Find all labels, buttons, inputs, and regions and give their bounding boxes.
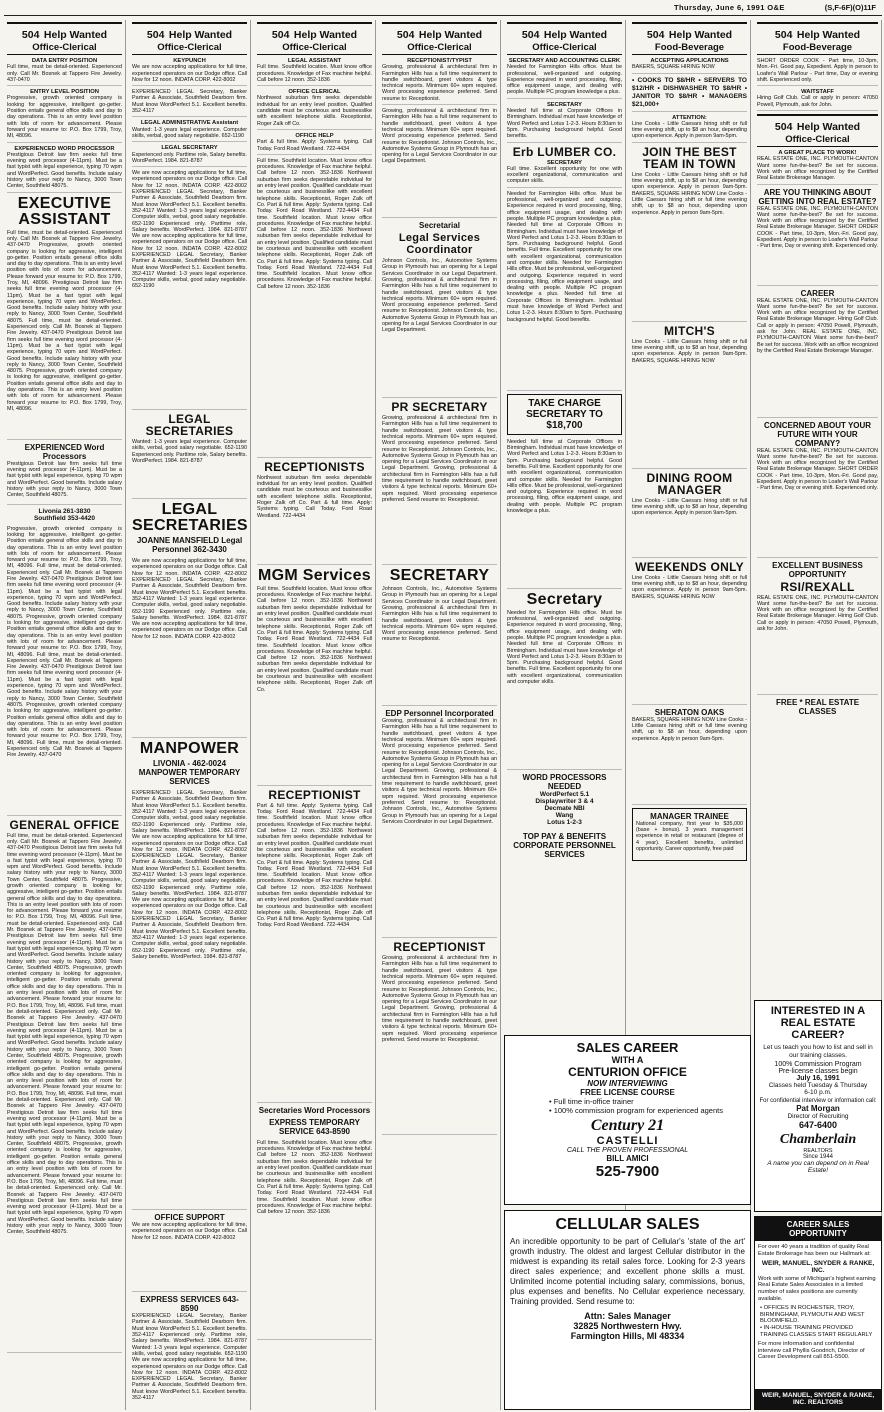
display-subline: JOANNE MANSFIELD Legal Personnel 362-3430 xyxy=(136,536,243,555)
display-headline: RECEPTIONIST xyxy=(393,940,486,955)
classified-ad: KEYPUNCH We are now accepting applications for full time, experienced operators on our Dodge office. Call Now for 12 noon. INDATA CORP. 422-8002 xyxy=(132,58,247,86)
classified-ad: OFFICE CLERICAL Northwest suburban firm seeks dependable individual for an entry level position. Qualified candidate must be courteous and businesslike with excellent telephone skills. Receptionist, Roger Zalk off Co. xyxy=(257,89,372,130)
century21-sales-ad: SALES CAREER WITH A CENTURION OFFICE NOW INTERVIEWING FREE LICENSE COURSE • Full time in-office trainer • 100% commission program for experienced agents Century 21 CASTELLI CALL THE PROVEN PROFESSIONAL BILL AMICI 525-7900 xyxy=(504,1035,751,1205)
take-charge-ad: TAKE CHARGE SECRETARY TO $18,700 xyxy=(507,394,622,435)
display-headline: GENERAL OFFICE xyxy=(9,817,120,832)
classified-ad: REAL ESTATE ONE, INC. PLYMOUTH-CANTON Want some fun-the-best? Be set for success. Work with an office recognized by the Certified Real Estate Brokerage Manager. Hiring Golf Club. Call or apply in person: 47050 Powell, Plymouth, ask for John. REAL ESTATE ONE, INC. PLYMOUTH-CANTON Want some fun-the-best? Be set for success. Work with an office recognized by the Certified Real Estate Brokerage Manager. xyxy=(757,298,878,418)
display-headline: Secretary xyxy=(526,590,603,608)
display-headline: DINING ROOM MANAGER xyxy=(646,470,733,497)
classified-ad: We are now accepting applications for full time, experienced operators on our Dodge office. Call Now for 12 noon. INDATA CORP. 422-8002 EXPERIENCED LEGAL Secretary, Banker Partner & Associate, Southfield Dearborn firm. Must know WordPerfect 5.1. Excellent benefits. 352-4117 Wanted: 1-3 years legal experience. Computer skills, verbal, good salary negotiable. 652-1190 Experienced only. Parttime role, Salary benefits. WordPerfect. 1984. 821-8787 We are now accepting applications for full time, experienced operators on our Dodge office. Call Now for 12 noon. INDATA CORP. 422-8002 EXPERIENCED LEGAL Secretary, Banker Partner & Associate, Southfield Dearborn firm. Must know WordPerfect 5.1. Excellent benefits. 352-4117 Wanted: 1-3 years legal experience. Computer skills, verbal, good salary negotiable. 652-1190 xyxy=(132,170,247,410)
display-headline: CONCERNED ABOUT YOUR FUTURE WITH YOUR COMPANY? xyxy=(763,420,872,448)
classified-ad: Growing, professional & architectural firm in Farmington Hills has a full time requirement to handle switchboard, greet visitors & type technical reports. Minimum 60+ wpm required. Word processing experience preferred. Send resume to: Receptionist. Johnson Controls, Inc., Automotive Systems Group in Plymouth has an opening for a Legal Services Coordinator in our Legal Department. Growing, professional & architectural firm in Farmington Hills has a full time requirement to handle switchboard, greet visitors & type technical reports. Minimum 60+ wpm required. Word processing experience preferred. Send resume to: Receptionist. xyxy=(382,955,497,1135)
classified-ad: Line Cooks - Little Caesars hiring shift or full time evening shift, up to $8 an hour, depending upon experience. Apply in person 9am-5pm. BAKERS, SQUARE HIRING NOW xyxy=(632,339,747,469)
classified-ad: Line Cooks - Little Caesars hiring shift or full time evening shift, up to $8 an hour, depending upon experience. Apply in person 9am-5pm. BAKERS, SQUARE HIRING NOW Line Cooks - Little Caesars hiring shift or full time evening shift, up to $8 an hour, depending upon experience. Apply in person 9am-5pm. xyxy=(632,172,747,322)
classified-ad: Wanted: 1-3 years legal experience. Computer skills, verbal, good salary negotiable. 652-1190 Experienced only. Parttime role, Salary benefits. WordPerfect. 1984. 821-8787 xyxy=(132,439,247,499)
wp-skill: Lotus 1-2-3 xyxy=(547,818,582,826)
wp-skill: Decmate NBI xyxy=(544,804,585,812)
classified-ad: Northwest suburban firm seeks dependable individual for an entry level position. Qualified candidate must be courteous and businesslike with excellent telephone skills. Receptionist, Roger Zalk off Co. Part & full time. Apply: Systems typing. Call Today. Ford Road Westland. 722-4434 xyxy=(257,475,372,565)
display-headline: SECRETARY xyxy=(389,567,490,585)
display-headline: Secretaries Word Processors xyxy=(258,1105,371,1115)
display-headline: EDP Personnel Incorporated xyxy=(385,709,494,719)
classified-ad: Johnson Controls, Inc., Automotive Systems Group in Plymouth has an opening for a Legal Services Coordinator in our Legal Department. Growing, professional & architectural firm in Farmington Hills has a full time requirement to handle switchboard, greet visitors & type technical reports. Minimum 60+ wpm required. Word processing experience preferred. Send resume to: Receptionist. xyxy=(382,586,497,706)
display-headline: RSI/REXALL xyxy=(780,579,855,594)
classified-ad: Growing, professional & architectural firm in Farmington Hills has a full time requirement to handle switchboard, greet visitors & type technical reports. Minimum 60+ wpm required. Word processing experience preferred. Send resume to: Receptionist. Johnson Controls, Inc., Automotive Systems Group in Plymouth has an opening for a Legal Services Coordinator in our Legal Department. Growing, professional & architectural firm in Farmington Hills has a full time requirement to handle switchboard, greet visitors & type technical reports. Minimum 60+ wpm required. Word processing experience preferred. Send resume to: Receptionist. xyxy=(382,415,497,565)
classified-ad: SECRETARY Needed full time at Corporate Offices in Birmingham. Individual must have knowledge of Word Perfect and Lotus 1-2-3. Hours 8:30am to 5pm. Purchasing background helpful. Good benefits. xyxy=(507,102,622,143)
section-header: 504 Help Wanted Office-Clerical xyxy=(757,114,878,147)
display-headline: OFFICE SUPPORT xyxy=(154,1213,225,1223)
display-headline: EXPRESS SERVICES 643-8590 xyxy=(140,1295,239,1314)
display-headline: Legal Services Coordinator xyxy=(398,232,481,257)
display-headline: RECEPTIONIST xyxy=(268,787,361,802)
section-header: 504 Help Wanted Office-Clerical xyxy=(7,22,122,55)
classified-ad: REAL ESTATE ONE, INC. PLYMOUTH-CANTON Want some fun-the-best? Be set for success. Work with an office recognized by the Certified Real Estate Brokerage Manager. SHORT ORDER COOK - Part time, 10-3pm, Mon.-Fri. Good pay, Expedient. Apply in person to Loafer's Wall Parlour - Part time, Day or evening shift. Experienced only. xyxy=(757,448,878,558)
column-4 xyxy=(379,20,501,1410)
manager-trainee-ad: MANAGER TRAINEE National company, first year to $35,000 (base + bonus). 3 years management experience in retail or restaurant (degree of 4 year). Excellent benefits, unlimited opportunity. Career opportunity, free paid xyxy=(632,808,747,861)
display-headline: TOP PAY & BENEFITS CORPORATE PERSONNEL SERVICES xyxy=(513,831,616,859)
section-header: 504 Help Wanted Office-Clerical xyxy=(257,22,372,55)
display-headline: PR SECRETARY xyxy=(391,400,488,415)
interested-real-estate-ad: INTERESTED IN A REAL ESTATE CAREER? Let us teach you how to list and sell in our training classes. 100% Commission Program Pre-license classes begin July 16, 1991 Classes held Tuesday & Thursday 6-10 p.m. For confidential interview or information call: Pat Morgan Director of Recruiting 647-6400 Chamberlain REALTORS Since 1944 A name you can depend on in Real Estate! xyxy=(754,1000,882,1212)
masthead xyxy=(4,0,882,16)
display-headline: WEEKENDS ONLY xyxy=(635,559,744,574)
chamberlain-logo: Chamberlain xyxy=(779,1132,857,1147)
classified-ad: LEGAL ASSISTANT Full time. Southfield location. Must know office procedures. Knowledge of Fax machine helpful. Call before 12 noon. 352-1836 xyxy=(257,58,372,86)
display-headline: EXPERIENCED Word Processors xyxy=(24,442,105,461)
column-2 xyxy=(129,20,251,1410)
display-headline: CAREER xyxy=(800,288,835,298)
classified-ad: DATA ENTRY POSITION Full time, must be detail-oriented. Experienced only. Call Mr. Bosnek at Tappero Fire Jewelry. 437-0470 xyxy=(7,58,122,86)
classified-ad: Needed for Farmington Hills office. Must be professional, well-organized and outgoing. Experience required in word processing, filing, office equipment usage, and dealing with people. Multiple PC program knowledge a plus. Needed full time at Corporate Offices in Birmingham. Individual must have knowledge of Word Perfect and Lotus 1-2-3. Hours 8:30am to 5pm. Purchasing background helpful. Good benefits. Full time. Excellent opportunity for one with excellent organizational, communication and computer skills. Needed for Farmington Hills office. Must be professional, well-organized and outgoing. Experience required in word processing, filing, office equipment usage, and dealing with people. Multiple PC program knowledge a plus. Needed full time at Corporate Offices in Birmingham. Individual must have knowledge of Word Perfect and Lotus 1-2-3. Hours 8:30am to 5pm. Purchasing background helpful. Good benefits. xyxy=(507,191,622,391)
display-headline: RECEPTIONISTS xyxy=(264,459,365,474)
classified-ad: Growing, professional & architectural firm in Farmington Hills has a full time requirement to handle switchboard, greet visitors & type technical reports. Minimum 60+ wpm required. Word processing experience preferred. Send resume to: Receptionist. Johnson Controls, Inc., Automotive Systems Group in Plymouth has an opening for a Legal Services Coordinator in our Legal Department. xyxy=(382,108,497,218)
section-header: 504 Help Wanted Food-Beverage xyxy=(632,22,747,55)
classified-ad: ENTRY LEVEL POSITION Progressive, growth oriented company is looking for aggressive, intelligent go-getter. Position entails general office skills and day to day operations. This is an entry level position with lots of room for advancement. Please forward your resume to: P.O. Box 1799, Troy, MI, 48096. xyxy=(7,89,122,142)
classified-ad: EXPERIENCED LEGAL Secretary, Banker Partner & Associate, Southfield Dearborn firm. Must know WordPerfect 5.1. Excellent benefits. 352-4117 Wanted: 1-3 years legal experience. Computer skills, verbal, good salary negotiable. 652-1190 Experienced only. Parttime role, Salary benefits. WordPerfect. 1984. 821-8787 We are now accepting applications for full time, experienced operators on our Dodge office. Call Now for 12 noon. INDATA CORP. 422-8002 EXPERIENCED LEGAL Secretary, Banker Partner & Associate, Southfield Dearborn firm. Must know WordPerfect 5.1. Excellent benefits. 352-4117 Wanted: 1-3 years legal experience. Computer skills, verbal, good salary negotiable. 652-1190 Experienced only. Parttime role, Salary benefits. WordPerfect. 1984. 821-8787 We are now accepting applications for full time, experienced operators on our Dodge office. Call Now for 12 noon. INDATA CORP. 422-8002 EXPERIENCED LEGAL Secretary, Banker Partner & Associate, Southfield Dearborn firm. Must know WordPerfect 5.1. Excellent benefits. 352-4117 Wanted: 1-3 years legal experience. Computer skills, verbal, good salary negotiable. 652-1190 Experienced only. Parttime role, Salary benefits. WordPerfect. 1984. 821-8787 xyxy=(132,790,247,1210)
classified-ad: Johnson Controls, Inc., Automotive Systems Group in Plymouth has an opening for a Legal Services Coordinator in our Legal Department. Growing, professional & architectural firm in Farmington Hills has a full time requirement to handle switchboard, greet visitors & type technical reports. Minimum 60+ wpm required. Word processing experience preferred. Send resume to: Receptionist. Johnson Controls, Inc., Automotive Systems Group in Plymouth has an opening for a Legal Services Coordinator in our Legal Department. xyxy=(382,258,497,398)
classified-ad: We are now accepting applications for full time, experienced operators on our Dodge office. Call Now for 12 noon. INDATA CORP. 422-8002 EXPERIENCED LEGAL Secretary, Banker Partner & Associate, Southfield Dearborn firm. Must know WordPerfect 5.1. Excellent benefits. 352-4117 Wanted: 1-3 years legal experience. Computer skills, verbal, good salary negotiable. 652-1190 Experienced only. Parttime role, Salary benefits. WordPerfect. 1984. 821-8787 We are now accepting applications for full time, experienced operators on our Dodge office. Call Now for 12 noon. INDATA CORP. 422-8002 xyxy=(132,558,247,738)
section-header: 504 Help Wanted Food-Beverage xyxy=(757,22,878,55)
classified-ad: Needed full time at Corporate Offices in Birmingham. Individual must have knowledge of Word Perfect and Lotus 1-2-3. Hours 8:30am to 5pm. Purchasing background helpful. Good benefits. Full time. Excellent opportunity for one with excellent organizational, communication and computer skills. Needed for Farmington Hills office. Must be professional, well-organized and outgoing. Experience required in word processing, filing, office equipment usage, and dealing with people. Multiple PC program knowledge a plus. xyxy=(507,439,622,589)
display-headline: JOIN THE BEST TEAM IN TOWN xyxy=(642,144,737,171)
classified-ad: ATTENTION: Line Cooks - Little Caesars hiring shift or full time evening shift, up to $8 an hour, depending upon experience. Apply in person 9am-5pm. xyxy=(632,115,747,143)
classified-ad: SECRETARY Full time. Excellent opportunity for one with excellent organizational, communication and computer skills. xyxy=(507,160,622,188)
display-subline: EXPRESS TEMPORARY SERVICE 643-8590 xyxy=(269,1117,360,1136)
section-header: 504 Help Wanted Office-Clerical xyxy=(132,22,247,55)
display-headline: EXCELLENT BUSINESS OPPORTUNITY xyxy=(772,560,863,579)
classified-page xyxy=(4,0,882,1412)
display-headline: MGM Services xyxy=(258,566,371,584)
career-sales-ad: CAREER SALES OPPORTUNITY For over 40 years a tradition of quality Real Estate Brokerage has been our Hallmark at: WEIR, MANUEL, SNYDER & RANKE, INC. Work with some of Michigan's highest earning Real Estate Sales Associates in a limited number of sales positions are currently available. • OFFICES IN ROCHESTER, TROY, BIRMINGHAM, PLYMOUTH AND WEST BLOOMFIELD. • IN-HOUSE TRAINING PROVIDED TRAINING CLASSES START REGULARLY For more information and confidential interview call Phyllis Goodrich, Director of Career Development call 851-5500. WEIR, MANUEL, SNYDER & RANKE, INC. REALTORS xyxy=(754,1216,882,1410)
classified-ad: LEGAL SECRETARY Experienced only. Parttime role, Salary benefits. WordPerfect. 1984. 821-8787 xyxy=(132,145,247,167)
display-headline: EXECUTIVE ASSISTANT xyxy=(17,194,112,228)
display-headline: MANPOWER xyxy=(139,740,240,758)
classified-ad: Full time, must be detail-oriented. Experienced only. Call Mr. Bosnek at Tappero Fire Jewelry. 437-0470 Prestigious Detroit law firm seeks full time evening word processor (4-11pm). Must be a fast typist with legal experience, typing 70 wpm and WordPerfect. Good benefits. Include salary history with your reply to Nancy, 3000 Town Center, Southfield 48075. Progressive, growth oriented company is looking for aggressive, intelligent go-getter. Position entails general office skills and day to day operations. This is an entry level position with lots of room for advancement. Please forward your resume to: P.O. Box 1799, Troy, MI, 48096. Full time, must be detail-oriented. Experienced only. Call Mr. Bosnek at Tappero Fire Jewelry. 437-0470 Prestigious Detroit law firm seeks full time evening word processor (4-11pm). Must be a fast typist with legal experience, typing 70 wpm and WordPerfect. Good benefits. Include salary history with your reply to Nancy, 3000 Town Center, Southfield 48075. Progressive, growth oriented company is looking for aggressive, intelligent go-getter. Position entails general office skills and day to day operations. This is an entry level position with lots of room for advancement. Please forward your resume to: P.O. Box 1799, Troy, MI, 48096. Full time, must be detail-oriented. Experienced only. Call Mr. Bosnek at Tappero Fire Jewelry. 437-0470 Prestigious Detroit law firm seeks full time evening word processor (4-11pm). Must be a fast typist with legal experience, typing 70 wpm and WordPerfect. Good benefits. Include salary history with your reply to Nancy, 3000 Town Center, Southfield 48075. Progressive, growth oriented company is looking for aggressive, intelligent go-getter. Position entails general office skills and day to day operations. This is an entry level position with lots of room for advancement. Please forward your resume to: P.O. Box 1799, Troy, MI, 48096. Full time, must be detail-oriented. Experienced only. Call Mr. Bosnek at Tappero Fire Jewelry. 437-0470 Prestigious Detroit law firm seeks full time evening word processor (4-11pm). Must be a fast typist with legal experience, typing 70 wpm and WordPerfect. Good benefits. Include salary history with your reply to Nancy, 3000 Town Center, Southfield 48075. Progressive, growth oriented company is looking for aggressive, intelligent go-getter. Position entails general office skills and day to day operations. This is an entry level position with lots of room for advancement. Please forward your resume to: P.O. Box 1799, Troy, MI, 48096. Full time, must be detail-oriented. Experienced only. Call Mr. Bosnek at Tappero Fire Jewelry. 437-0470 Prestigious Detroit law firm seeks full time evening word processor (4-11pm). Must be a fast typist with legal experience, typing 70 wpm and WordPerfect. Good benefits. Include salary history with your reply to Nancy, 3000 Town Center, Southfield 48075. xyxy=(7,833,122,1353)
display-headline: SHERATON OAKS xyxy=(654,707,725,717)
classified-ad: Prestigious Detroit law firm seeks full time evening word processor (4-11pm). Must be a fast typist with legal experience, typing 70 wpm and WordPerfect. Good benefits. Include salary history with your reply to Nancy, 3000 Town Center, Southfield 48075. xyxy=(7,461,122,505)
classified-ad: BAKERS, SQUARE HIRING NOW Line Cooks - Little Caesars hiring shift or full time evening shift, up to $8 an hour, depending upon experience. Apply in person 9am-5pm. xyxy=(632,717,747,805)
display-headline: LEGAL SECRETARIES xyxy=(145,412,234,439)
classified-ad: Part & full time. Apply: Systems typing. Call Today. Ford Road Westland. 722-4434 Full time. Southfield location. Must know office procedures. Knowledge of Fax machine helpful. Call before 12 noon. 352-1836 Northwest suburban firm seeks dependable individual for an entry level position. Qualified candidate must be courteous and businesslike with excellent telephone skills. Receptionist, Roger Zalk off Co. Part & full time. Apply: Systems typing. Call Today. Ford Road Westland. 722-4434 Full time. Southfield location. Must know office procedures. Knowledge of Fax machine helpful. Call before 12 noon. 352-1836 Northwest suburban firm seeks dependable individual for an entry level position. Qualified candidate must be courteous and businesslike with excellent telephone skills. Receptionist, Roger Zalk off Co. Part & full time. Apply: Systems typing. Call Today. Ford Road Westland. 722-4434 xyxy=(257,803,372,1103)
section-header: 504 Help Wanted Office-Clerical xyxy=(382,22,497,55)
classified-ad: OFFICE HELP Part & full time. Apply: Systems typing. Call Today. Ford Road Westland. 722-4434 xyxy=(257,133,372,155)
classified-ad: ACCEPTING APPLICATIONS BAKERS, SQUARE HIRING NOW xyxy=(632,58,747,74)
wp-skill: WordPerfect 5.1 xyxy=(539,790,590,798)
classified-ad: LEGAL ADMINISTRATIVE Assistant Wanted: 1-3 years legal experience. Computer skills, verbal, good salary negotiable. 652-1190 xyxy=(132,120,247,142)
display-headline: Secretarial xyxy=(419,221,460,231)
phone-line: Southfield 353-4420 xyxy=(33,514,96,522)
classified-ad: SECRETARY AND ACCOUNTING CLERK Needed for Farmington Hills office. Must be professional, well-organized and outgoing. Experience required in word processing, filing, office equipment usage, and dealing with people. Multiple PC program knowledge a plus. xyxy=(507,58,622,99)
classified-ad: Progressive, growth oriented company is looking for aggressive, intelligent go-getter. Position entails general office skills and day to day operations. This is an entry level position with lots of room for advancement. Please forward your resume to: P.O. Box 1799, Troy, MI, 48096. Full time, must be detail-oriented. Experienced only. Call Mr. Bosnek at Tappero Fire Jewelry. 437-0470 Prestigious Detroit law firm seeks full time evening word processor (4-11pm). Must be a fast typist with legal experience, typing 70 wpm and WordPerfect. Good benefits. Include salary history with your reply to Nancy, 3000 Town Center, Southfield 48075. Progressive, growth oriented company is looking for aggressive, intelligent go-getter. Position entails general office skills and day to day operations. This is an entry level position with lots of room for advancement. Please forward your resume to: P.O. Box 1799, Troy, MI, 48096. Full time, must be detail-oriented. Experienced only. Call Mr. Bosnek at Tappero Fire Jewelry. 437-0470 Prestigious Detroit law firm seeks full time evening word processor (4-11pm). Must be a fast typist with legal experience, typing 70 wpm and WordPerfect. Good benefits. Include salary history with your reply to Nancy, 3000 Town Center, Southfield 48075. Progressive, growth oriented company is looking for aggressive, intelligent go-getter. Position entails general office skills and day to day operations. This is an entry level position with lots of room for advancement. Please forward your resume to: P.O. Box 1799, Troy, MI, 48096. Full time, must be detail-oriented. Experienced only. Call Mr. Bosnek at Tappero Fire Jewelry. 437-0470 xyxy=(7,526,122,816)
classified-ad: Needed for Farmington Hills office. Must be professional, well-organized and outgoing. Experience required in word processing, filing, office equipment usage, and dealing with people. Multiple PC program knowledge a plus. Needed full time at Corporate Offices in Birmingham. Individual must have knowledge of Word Perfect and Lotus 1-2-3. Hours 8:30am to 5pm. Purchasing background helpful. Good benefits. Full time. Excellent opportunity for one with excellent organizational, communication and computer skills. xyxy=(507,610,622,770)
classified-ad: Full time. Southfield location. Must know office procedures. Knowledge of Fax machine helpful. Call before 12 noon. 352-1836 Northwest suburban firm seeks dependable individual for an entry level position. Qualified candidate must be courteous and businesslike with excellent telephone skills. Receptionist, Roger Zalk off Co. Part & full time. Apply: Systems typing. Call Today. Ford Road Westland. 722-4434 Full time. Southfield location. Must know office procedures. Knowledge of Fax machine helpful. Call before 12 noon. 352-1836 xyxy=(257,1140,372,1340)
classified-ad: We are now accepting applications for full time, experienced operators on our Dodge office. Call Now for 12 noon. INDATA CORP. 422-8002 xyxy=(132,1222,247,1292)
classified-ad: EXPERIENCED WORD PROCESSOR Prestigious Detroit law firm seeks full time evening word processor (4-11pm). Must be a fast typist with legal experience, typing 70 wpm and WordPerfect. Good benefits. Include salary history with your reply to Nancy, 3000 Town Center, Southfield 48075. xyxy=(7,146,122,193)
classified-ad: Growing, professional & architectural firm in Farmington Hills has a full time requirement to handle switchboard, greet visitors & type technical reports. Minimum 60+ wpm required. Word processing experience preferred. Send resume to: Receptionist. Johnson Controls, Inc., Automotive Systems Group in Plymouth has an opening for a Legal Services Coordinator in our Legal Department. Growing, professional & architectural firm in Farmington Hills has a full time requirement to handle switchboard, greet visitors & type technical reports. Minimum 60+ wpm required. Word processing experience preferred. Send resume to: Receptionist. Johnson Controls, Inc., Automotive Systems Group in Plymouth has an opening for a Legal Services Coordinator in our Legal Department. xyxy=(382,718,497,938)
display-subline: LIVONIA - 462-0024 MANPOWER TEMPORARY SERVICES xyxy=(138,759,241,787)
classified-ad: Full time. Southfield location. Must know office procedures. Knowledge of Fax machine helpful. Call before 12 noon. 352-1836 Northwest suburban firm seeks dependable individual for an entry level position. Qualified candidate must be courteous and businesslike with excellent telephone skills. Receptionist, Roger Zalk off Co. Part & full time. Apply: Systems typing. Call Today. Ford Road Westland. 722-4434 Full time. Southfield location. Must know office procedures. Knowledge of Fax machine helpful. Call before 12 noon. 352-1836 Northwest suburban firm seeks dependable individual for an entry level position. Qualified candidate must be courteous and businesslike with excellent telephone skills. Receptionist, Roger Zalk off Co. Part & full time. Apply: Systems typing. Call Today. Ford Road Westland. 722-4434 Full time. Southfield location. Must know office procedures. Knowledge of Fax machine helpful. Call before 12 noon. 352-1836 xyxy=(257,158,372,458)
display-headline: LEGAL SECRETARIES xyxy=(132,501,248,535)
classified-ad: Full time. Southfield location. Must know office procedures. Knowledge of Fax machine helpful. Call before 12 noon. 352-1836 Northwest suburban firm seeks dependable individual for an entry level position. Qualified candidate must be courteous and businesslike with excellent telephone skills. Receptionist, Roger Zalk off Co. Part & full time. Apply: Systems typing. Call Today. Ford Road Westland. 722-4434 Full time. Southfield location. Must know office procedures. Knowledge of Fax machine helpful. Call before 12 noon. 352-1836 Northwest suburban firm seeks dependable individual for an entry level position. Qualified candidate must be courteous and businesslike with excellent telephone skills. Receptionist, Roger Zalk off Co. xyxy=(257,586,372,786)
classified-ad: Line Cooks - Little Caesars hiring shift or full time evening shift, up to $8 an hour, depending upon experience. Apply in person 9am-5pm. xyxy=(632,498,747,558)
classified-ad: EXPERIENCED LEGAL Secretary, Banker Partner & Associate, Southfield Dearborn firm. Must know WordPerfect 5.1. Excellent benefits. 352-4117 xyxy=(132,89,247,117)
cellular-sales-ad: CELLULAR SALES An incredible opportunity to be part of Cellular's 'state of the art' growth industry. The oldest and largest Cellular distributor in the midwest is expanding its retail sales force. Looking for 2-3 years direct sales experience; and excellent phone skills a must. Unlimited income potential including salary, commissions, bonus, plus expenses and benefits. No Cellular experience necessary. Training provided. Send resume to: Attn: Sales Manager 32825 Northwestern Hwy. Farmington Hills, MI 48334 xyxy=(504,1210,751,1410)
classified-ad: EXPERIENCED LEGAL Secretary, Banker Partner & Associate, Southfield Dearborn firm. Must know WordPerfect 5.1. Excellent benefits. 352-4117 Experienced only. Parttime role, Salary benefits. WordPerfect. 1984. 821-8787 Wanted: 1-3 years legal experience. Computer skills, verbal, good salary negotiable. 652-1190 We are now accepting applications for full time, experienced operators on our Dodge office. Call Now for 12 noon. INDATA CORP. 422-8002 EXPERIENCED LEGAL Secretary, Banker Partner & Associate, Southfield Dearborn firm. Must know WordPerfect 5.1. Excellent benefits. 352-4117 xyxy=(132,1313,247,1410)
classified-ad: • COOKS TO $8/HR • SERVERS TO $12/HR • DISHWASHER TO $8/HR • JANITOR TO $8/HR • MANAGERS $21,000+ xyxy=(632,77,747,112)
wp-skill: Displaywriter 3 & 4 xyxy=(535,797,594,805)
classified-ad: A GREAT PLACE TO WORK! REAL ESTATE ONE, INC. PLYMOUTH-CANTON Want some fun-the-best? Be set for success. Work with an office recognized by the Certified Real Estate Brokerage Manager. xyxy=(757,150,878,184)
display-headline: WORD PROCESSORS NEEDED xyxy=(522,772,607,791)
display-headline: ARE YOU THINKING ABOUT GETTING INTO REAL ESTATE? xyxy=(758,187,877,206)
classified-ad: RECEPTIONIST/TYPIST Growing, professional & architectural firm in Farmington Hills has a full time requirement to handle switchboard, greet visitors & type technical reports. Minimum 60+ wpm required. Word processing experience preferred. Send resume to: Receptionist. xyxy=(382,58,497,105)
date-line: Thursday, June 6, 1991 O&E xyxy=(674,3,785,12)
display-headline: FREE * REAL ESTATE CLASSES xyxy=(775,697,860,716)
wp-skill: Wang xyxy=(555,811,574,819)
classified-ad: REAL ESTATE ONE, INC. PLYMOUTH-CANTON Want some fun-the-best? Be set for success. Work with an office recognized by the Certified Real Estate Brokerage Manager. Hiring Golf Club. Call or apply in person: 47050 Powell, Plymouth, ask for John. xyxy=(757,595,878,695)
phone-line: Livonia 261-3830 xyxy=(38,507,91,515)
classified-ad: Line Cooks - Little Caesars hiring shift or full time evening shift, up to $8 an hour, depending upon experience. Apply in person 9am-5pm. BAKERS, SQUARE HIRING NOW xyxy=(632,575,747,705)
century21-logo: Century 21 xyxy=(590,1117,665,1134)
display-headline: MITCH'S xyxy=(664,323,715,338)
classified-ad: REAL ESTATE ONE, INC. PLYMOUTH-CANTON Want some fun-the-best? Be set for success. Work with an office recognized by the Certified Real Estate Brokerage Manager. SHORT ORDER COOK - Part time, 10-3pm, Mon.-Fri. Good pay, Expedient. Apply in person to Loafer's Wall Parlour - Part time, Day or evening shift. Experienced only. xyxy=(757,206,878,286)
classified-ad: WAITSTAFF Hiring Golf Club. Call or apply in person: 47050 Powell, Plymouth, ask for John. xyxy=(757,89,878,111)
classified-ad: Full time, must be detail-oriented. Experienced only. Call Mr. Bosnek at Tappero Fire Jewelry. 437-0470 Progressive, growth oriented company is looking for aggressive, intelligent go-getter. Position entails general office skills and day to day operations. This is an entry level position with lots of room for advancement. Please forward your resume to: P.O. Box 1799, Troy, MI, 48096. Prestigious Detroit law firm seeks full time evening word processor (4-11pm). Must be a fast typist with legal experience, typing 70 wpm and WordPerfect. Good benefits. Include salary history with your reply to Nancy, 3000 Town Center, Southfield 48075. Full time, must be detail-oriented. Experienced only. Call Mr. Bosnek at Tappero Fire Jewelry. 437-0470 Prestigious Detroit law firm seeks full time evening word processor (4-11pm). Must be a fast typist with legal experience, typing 70 wpm and WordPerfect. Good benefits. Include salary history with your reply to Nancy, 3000 Town Center, Southfield 48075. Progressive, growth oriented company is looking for aggressive, intelligent go-getter. Position entails general office skills and day to day operations. This is an entry level position with lots of room for advancement. Please forward your resume to: P.O. Box 1799, Troy, MI, 48096. xyxy=(7,230,122,440)
section-header: 504 Help Wanted Office-Clerical xyxy=(507,22,622,55)
column-3 xyxy=(254,20,376,1410)
display-headline: Erb LUMBER CO. xyxy=(512,144,617,159)
column-1 xyxy=(4,20,126,1410)
classified-ad: SHORT ORDER COOK - Part time, 10-3pm, Mon.-Fri. Good pay, Expedient. Apply in person to Loafer's Wall Parlour - Part time, Day or evening shift. Experienced only. xyxy=(757,58,878,86)
page-code: (S,F-6F)(O)11F xyxy=(824,3,876,12)
